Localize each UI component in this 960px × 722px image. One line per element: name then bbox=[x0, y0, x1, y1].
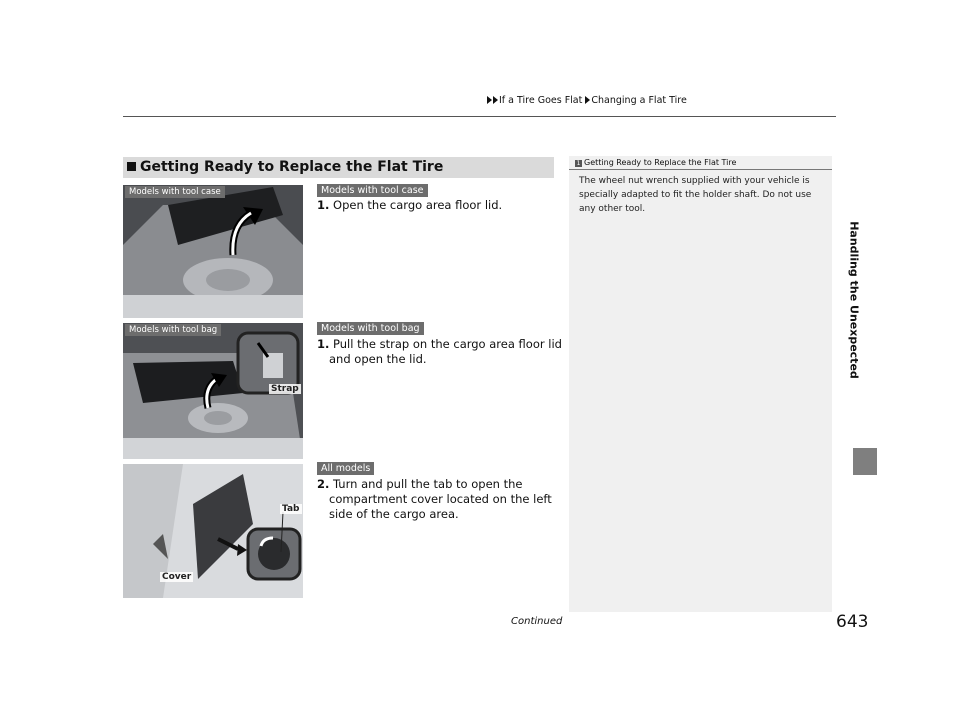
breadcrumb-item[interactable]: Changing a Flat Tire bbox=[591, 95, 687, 106]
note-title bbox=[575, 158, 736, 167]
note-title-text[interactable]: Getting Ready to Replace the Flat Tire bbox=[584, 158, 737, 167]
heading-square-icon bbox=[127, 162, 136, 171]
breadcrumb-arrow-icon bbox=[493, 96, 498, 104]
tab-callout: Tab bbox=[282, 504, 300, 514]
step-text: Pull the strap on the cargo area floor lid and open the lid. bbox=[329, 337, 562, 366]
figure-model-tag: Models with tool case bbox=[125, 186, 225, 198]
step-number: 1. bbox=[317, 198, 330, 212]
cover-callout: Cover bbox=[162, 572, 192, 582]
continued-label: Continued bbox=[511, 616, 563, 627]
breadcrumb-item[interactable]: If a Tire Goes Flat bbox=[499, 95, 583, 106]
page-number: 643 bbox=[836, 612, 869, 632]
note-rule bbox=[569, 169, 832, 170]
strap-callout: Strap bbox=[271, 384, 299, 394]
figure-tool-case bbox=[123, 185, 303, 318]
section-heading-text: Getting Ready to Replace the Flat Tire bbox=[140, 159, 444, 175]
step-number: 2. bbox=[317, 477, 330, 491]
note-body: The wheel nut wrench supplied with your vehicle is specially adapted to fit the holder shaft. Do not use any other tool. bbox=[579, 176, 812, 214]
reference-marker-icon: 1 bbox=[576, 160, 581, 167]
figure-model-tag: Models with tool bag bbox=[125, 324, 221, 336]
side-chapter-tab bbox=[853, 448, 877, 475]
model-tag: Models with tool case bbox=[317, 184, 428, 197]
breadcrumb bbox=[487, 95, 687, 106]
model-tag: Models with tool bag bbox=[317, 322, 424, 335]
side-chapter-text: Handling the Unexpected bbox=[847, 221, 861, 379]
step-text: Open the cargo area floor lid. bbox=[333, 198, 503, 212]
step-text: Turn and pull the tab to open the compartment cover located on the left side of the cargo area. bbox=[329, 477, 552, 521]
header-rule bbox=[123, 116, 836, 117]
note-panel bbox=[569, 156, 832, 612]
compartment-cover-illustration bbox=[123, 464, 303, 598]
step-item bbox=[317, 477, 567, 522]
figure-compartment-cover bbox=[123, 464, 303, 598]
breadcrumb-arrow-icon bbox=[585, 96, 590, 104]
section-heading bbox=[123, 157, 554, 178]
step-number: 1. bbox=[317, 337, 330, 351]
cargo-lid-illustration bbox=[123, 185, 303, 318]
figure-tool-bag bbox=[123, 323, 303, 459]
step-item bbox=[317, 337, 567, 367]
side-chapter-label bbox=[844, 140, 864, 460]
breadcrumb-arrow-icon bbox=[487, 96, 492, 104]
step-item bbox=[317, 198, 557, 213]
model-tag: All models bbox=[317, 462, 374, 475]
